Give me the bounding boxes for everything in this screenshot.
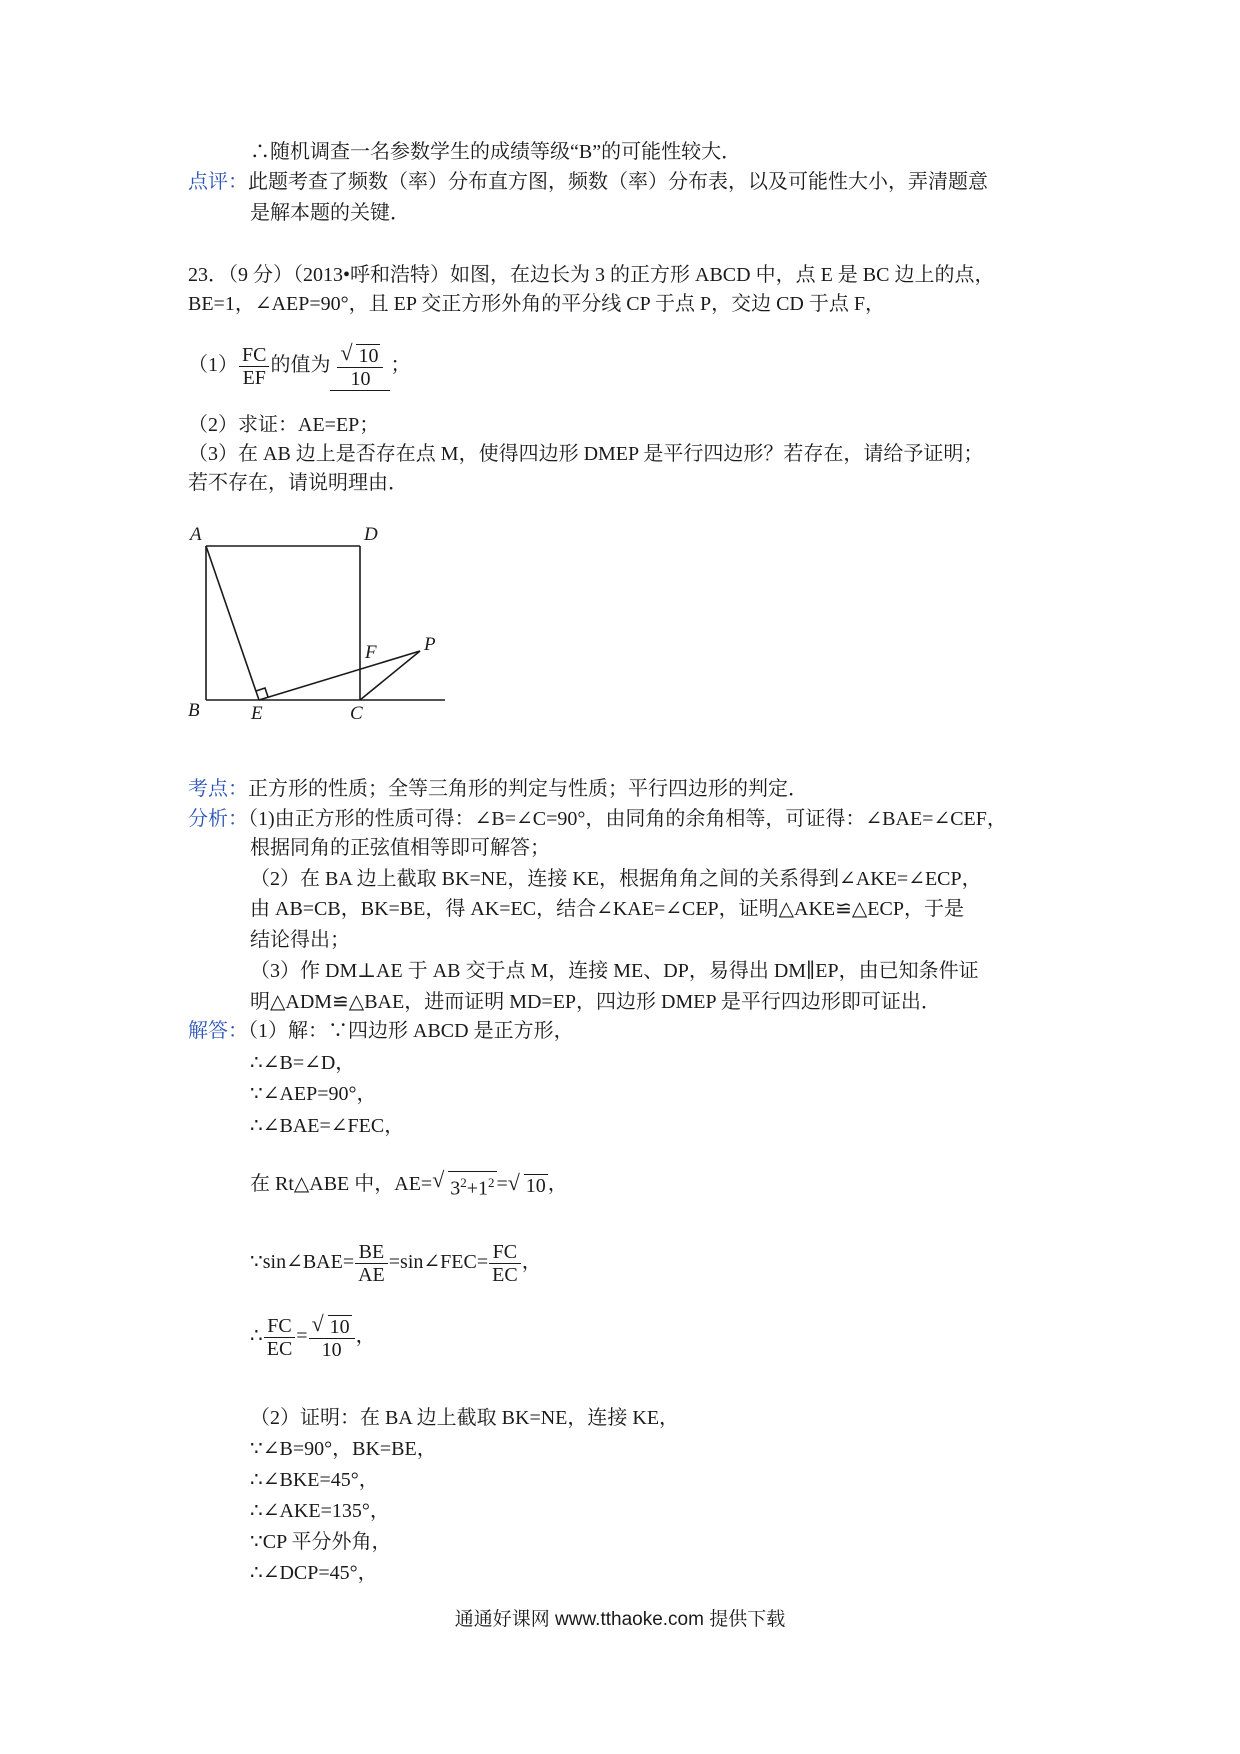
question-2: （2）求证：AE=EP； [188, 414, 380, 436]
s7-end: ， [355, 1325, 376, 1347]
solution-line-3: ∵∠AEP=90°， [250, 1083, 377, 1105]
q1-answer-denominator: 10 [350, 367, 371, 390]
s6-prefix: ∵sin∠BAE= [250, 1251, 355, 1273]
fenxi-text-1: （1)由正方形的性质可得：∠B=∠C=90°，由同角的余角相等，可证得：∠BAE=∠CEF， [248, 808, 1007, 830]
s7-num: FC [264, 1315, 296, 1338]
s6-mid: =sin∠FEC= [388, 1251, 489, 1273]
q1-fraction [239, 344, 269, 389]
question-1 [188, 339, 411, 391]
label-a: A [190, 524, 202, 545]
proof-line-1: （2）证明：在 BA 边上截取 BK=NE，连接 KE， [250, 1407, 680, 1429]
solution-text-1: （1）解：∵四边形 ABCD 是正方形， [248, 1020, 574, 1042]
q1-prefix: （1） [188, 354, 238, 377]
s7-rnum [309, 1310, 355, 1339]
segment-ep [259, 651, 420, 700]
segment-ae [206, 546, 259, 700]
s6-den-1: AE [358, 1263, 385, 1286]
s5-base-a: 3 [450, 1177, 461, 1200]
solution-tag: 解答： [188, 1020, 248, 1042]
page-footer: 通通好课网 www.tthaoke.com 提供下载 [454, 1609, 786, 1630]
geometry-figure [180, 520, 460, 720]
q1-answer-radicand: 10 [358, 344, 379, 367]
sqrt-symbol: √ 10 [311, 1310, 350, 1338]
q1-answer-fraction [337, 339, 383, 390]
problem-header-2: BE=1，∠AEP=90°，且 EP 交正方形外角的平分线 CP 于点 P，交边 CD 于点 F， [188, 293, 886, 315]
proof-line-2: ∵∠B=90°，BK=BE， [250, 1438, 437, 1460]
fenxi-line-6: （3）作 DM⊥AE 于 AB 交于点 M，连接 ME、DP，易得出 DM∥EP，由已知条件证 [250, 960, 979, 982]
solution-line-5 [250, 1166, 568, 1202]
solution-line-6 [250, 1238, 542, 1286]
s7-prefix: ∴ [250, 1325, 263, 1347]
s5-result: 10 [525, 1174, 546, 1197]
label-b: B [188, 700, 200, 720]
solution-line-7 [250, 1312, 376, 1361]
label-f: F [365, 642, 377, 663]
fenxi-tag: 分析： [188, 808, 248, 830]
kaodian-line [188, 776, 808, 802]
label-e: E [251, 703, 263, 720]
s6-fraction-2 [489, 1241, 521, 1286]
s7-fraction-1 [264, 1315, 296, 1360]
s5-plus: +1 [466, 1177, 488, 1200]
s6-end: ， [521, 1251, 542, 1273]
question-3-line-1: （3）在 AB 边上是否存在点 M，使得四边形 DMEP 是平行四边形？若存在，请给予证明； [188, 443, 984, 465]
s5-end: ， [547, 1173, 568, 1195]
kaodian-tag: 考点： [188, 778, 248, 800]
s6-fraction-1 [355, 1241, 388, 1286]
s6-num-2: FC [489, 1241, 521, 1264]
kaodian-text: 正方形的性质；全等三角形的判定与性质；平行四边形的判定． [248, 778, 808, 800]
fenxi-line-3: （2）在 BA 边上截取 BK=NE，连接 KE，根据角角之间的关系得到∠AKE=∠ECP， [250, 868, 982, 890]
prev-conclusion: ∴随机调查一名参数学生的成绩等级“B”的可能性较大． [250, 141, 742, 163]
s5-eq: = [496, 1173, 508, 1195]
sqrt-symbol: √ 10 [340, 339, 379, 367]
s7-den: EC [266, 1337, 293, 1360]
fenxi-line-1 [188, 806, 1007, 832]
label-c: C [350, 703, 363, 720]
s7-fraction-2 [309, 1310, 355, 1361]
q1-answer-blank [330, 339, 390, 391]
s6-den-2: EC [492, 1263, 518, 1286]
sqrt-symbol: √ 10 [507, 1169, 546, 1197]
s7-radicand: 10 [329, 1315, 350, 1338]
q1-answer-numerator [337, 339, 383, 368]
review-line-1 [188, 169, 988, 195]
review-tag: 点评： [188, 171, 248, 193]
s5-exp-b: 2 [488, 1175, 495, 1191]
s7-rden: 10 [321, 1338, 342, 1361]
fenxi-line-2: 根据同角的正弦值相等即可解答； [250, 837, 550, 859]
q1-end: ； [390, 354, 411, 377]
q1-numerator: FC [239, 344, 269, 367]
fenxi-line-7: 明△ADM≌△BAE，进而证明 MD=EP，四边形 DMEP 是平行四边形即可证出． [250, 991, 941, 1013]
fenxi-line-5: 结论得出； [250, 929, 350, 951]
q1-mid-text: 的值为 [270, 354, 331, 377]
review-line-2: 是解本题的关键． [250, 202, 410, 224]
s6-num-1: BE [355, 1241, 388, 1264]
proof-line-4: ∴∠AKE=135°， [250, 1500, 390, 1522]
problem-header-1: 23．（9 分）（2013•呼和浩特）如图，在边长为 3 的正方形 ABCD 中，点 E 是 BC 边上的点， [188, 264, 995, 286]
label-d: D [364, 524, 378, 545]
question-3-line-2: 若不存在，请说明理由． [188, 472, 408, 494]
s5-prefix: 在 Rt△ABE 中，AE= [250, 1173, 433, 1195]
solution-line-2: ∴∠B=∠D， [250, 1052, 356, 1074]
proof-line-3: ∴∠BKE=45°， [250, 1469, 379, 1491]
s5-radicand [448, 1171, 496, 1200]
solution-line-4: ∴∠BAE=∠FEC， [250, 1115, 405, 1137]
review-text-1: 此题考查了频数（率）分布直方图，频数（率）分布表，以及可能性大小，弄清题意 [248, 171, 988, 193]
solution-line-1 [188, 1018, 574, 1044]
fenxi-line-4: 由 AB=CB，BK=BE，得 AK=EC，结合∠KAE=∠CEP，证明△AKE≌△ECP，于是 [250, 898, 964, 920]
s5-exp-a: 2 [460, 1175, 467, 1191]
q1-denominator: EF [242, 366, 266, 389]
proof-line-5: ∵CP 平分外角， [250, 1531, 392, 1553]
sqrt-symbol: √ $3^2+1^2$ [432, 1167, 495, 1200]
s7-eq: = [296, 1325, 308, 1347]
proof-line-6: ∴∠DCP=45°， [250, 1562, 378, 1584]
label-p: P [424, 634, 436, 655]
